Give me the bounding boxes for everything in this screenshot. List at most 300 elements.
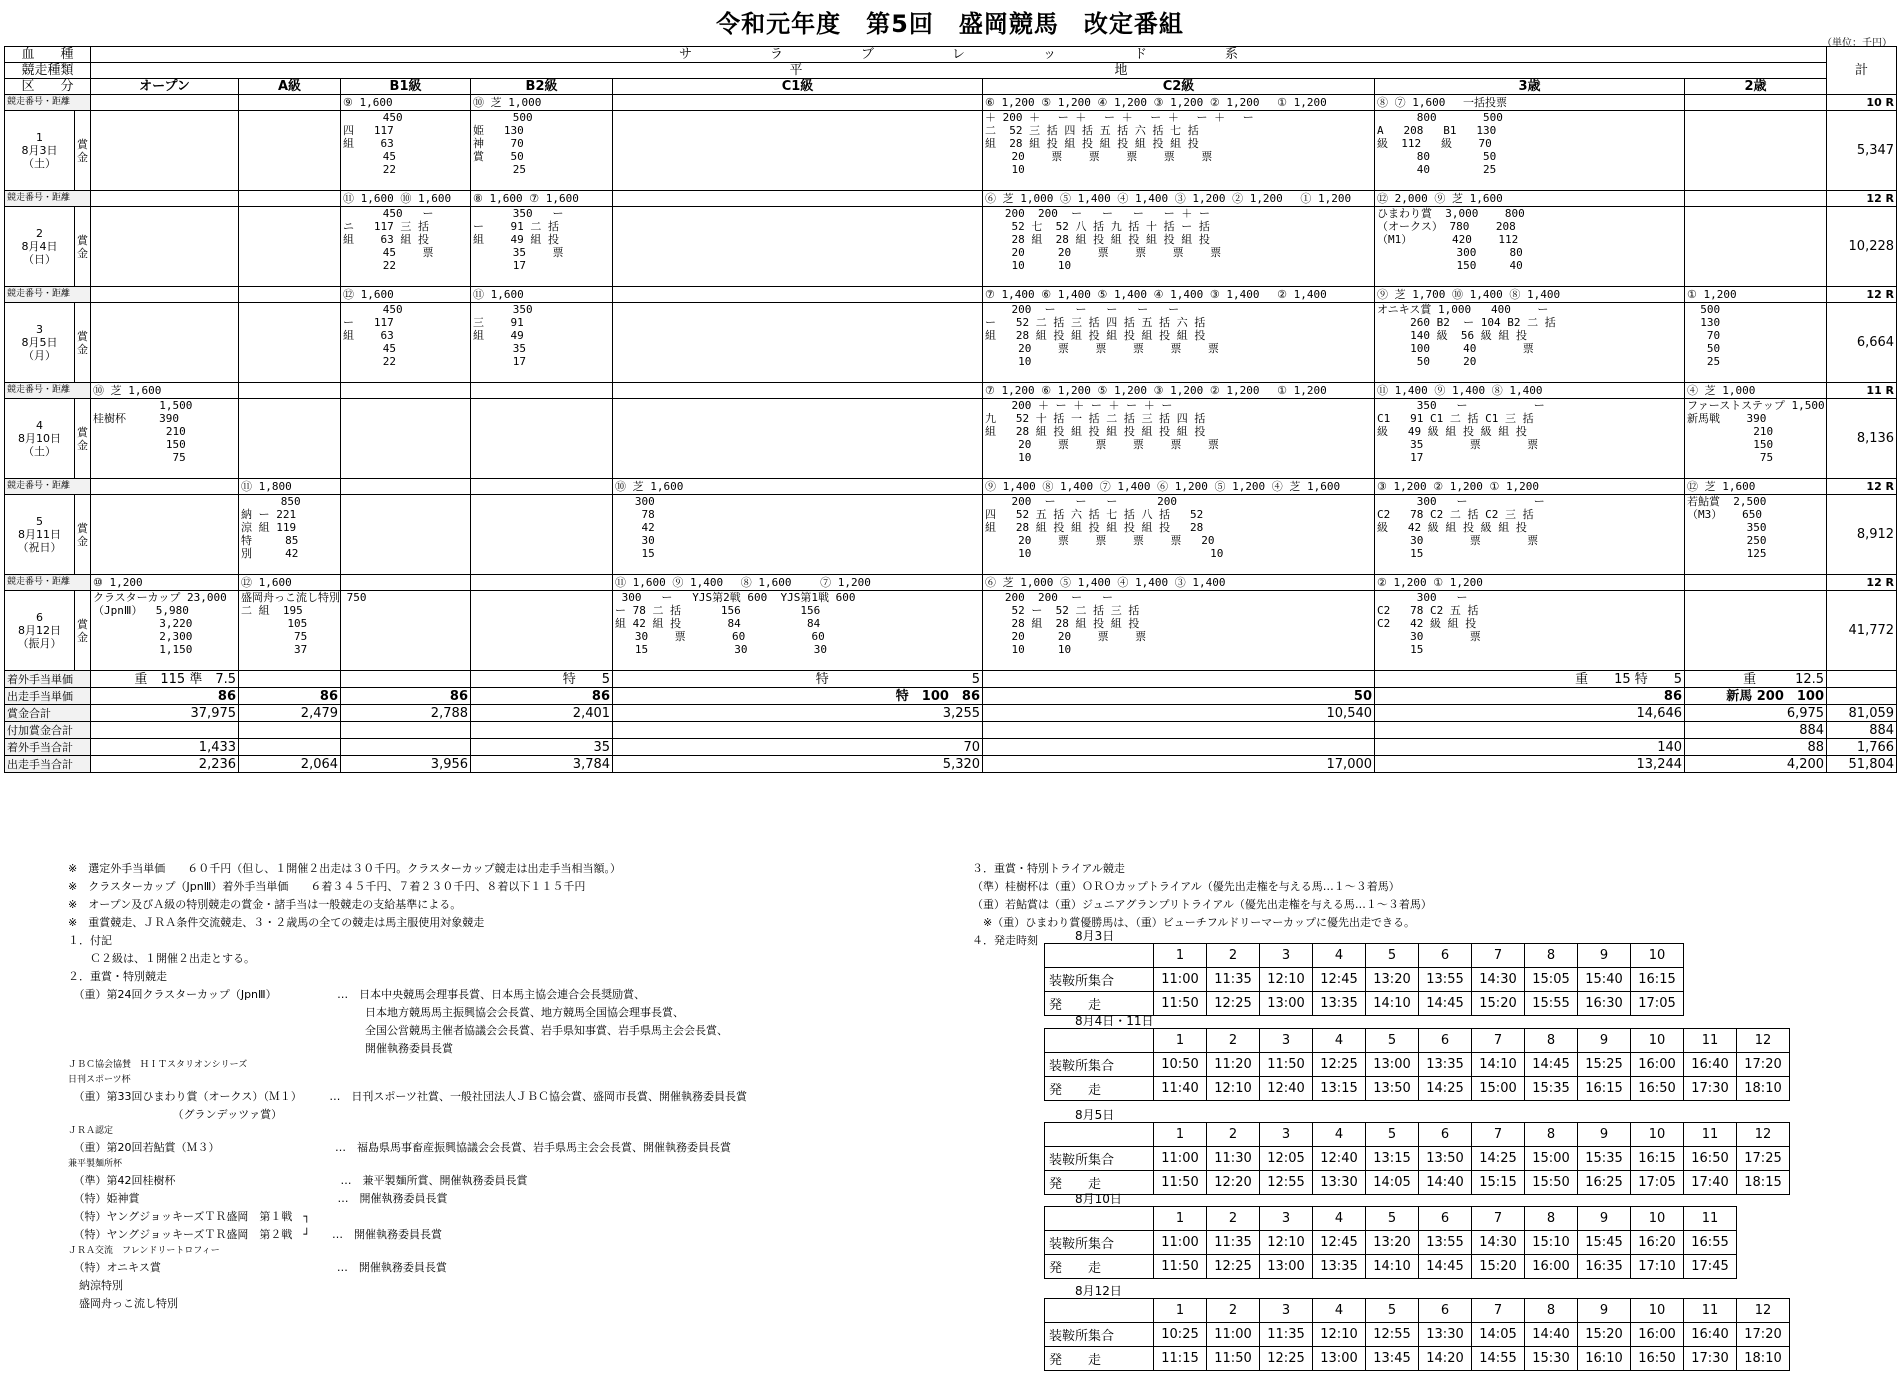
prize-block: 450 ー 117 組 63 45 22 [341, 303, 471, 383]
race-distance: ⑩ 芝 1,600 [613, 479, 983, 495]
gather-time: 16:55 [1684, 1231, 1737, 1255]
totals-grand: 1,766 [1827, 739, 1897, 756]
race-number: 4 [1313, 1123, 1366, 1147]
prize-label-a: 賞 [77, 233, 88, 247]
prize-label-a: 賞 [77, 617, 88, 631]
prize-label [75, 111, 91, 191]
race-distance [239, 191, 341, 207]
race-distance: ⑨ 1,600 [341, 95, 471, 111]
gather-time: 12:45 [1313, 968, 1366, 992]
race-number: 12 [1737, 1299, 1790, 1323]
note-line: ※ クラスターカップ（JpnⅢ）着外手当単価 ６着３４５千円、７着２３０千円、８着以下１１５千円 [68, 880, 586, 893]
prize-label [75, 303, 91, 383]
start-time: 16:35 [1578, 1255, 1631, 1279]
race-number: 1 [1154, 1299, 1207, 1323]
totals-cell [1375, 722, 1685, 739]
race-number: 5 [1366, 1029, 1419, 1053]
prize-block: クラスターカップ 23,000 （JpnⅢ） 5,980 3,220 2,300 1,150 [91, 591, 239, 671]
start-label: 発 走 [1045, 1255, 1154, 1279]
prize-label-a: 賞 [77, 521, 88, 535]
race-number: 1 [1154, 944, 1207, 968]
gather-time: 13:55 [1419, 1231, 1472, 1255]
prize-block [239, 303, 341, 383]
race-date: 1 8月3日 （土） [5, 111, 75, 191]
post-time-table [1044, 1298, 1790, 1371]
race-number: 6 [1419, 944, 1472, 968]
totals-grand: 884 [1827, 722, 1897, 739]
race-distance [239, 383, 341, 399]
notes-left [68, 860, 968, 1313]
race-number: 10 [1631, 1123, 1684, 1147]
gather-time: 17:25 [1737, 1147, 1790, 1171]
race-distance: ⑪ 1,600 [471, 287, 613, 303]
post-time-title: 8月3日 [1075, 929, 1115, 943]
gather-time: 11:30 [1207, 1147, 1260, 1171]
race-distance: ⑨ 1,400 ⑧ 1,400 ⑦ 1,400 ⑥ 1,200 ⑤ 1,200 ④ 芝 1,600 [983, 479, 1375, 495]
class-header: 2歳 [1685, 79, 1827, 95]
race-number: 8 [1525, 1299, 1578, 1323]
race-number: 9 [1578, 1123, 1631, 1147]
start-time: 14:20 [1419, 1347, 1472, 1371]
race-number: 7 [1472, 944, 1525, 968]
totals-cell [983, 722, 1375, 739]
race-distance: ⑫ 2,000 ⑨ 芝 1,600 [1375, 191, 1685, 207]
start-time: 17:05 [1631, 1171, 1684, 1195]
race-date: 6 8月12日 （振月） [5, 591, 75, 671]
start-time: 15:15 [1472, 1171, 1525, 1195]
start-time: 12:25 [1207, 1255, 1260, 1279]
prize-block [1685, 591, 1827, 671]
post-time-table [1044, 943, 1684, 1016]
totals-cell: 50 [983, 688, 1375, 705]
gather-time: 16:00 [1631, 1053, 1684, 1077]
race-number: 3 [1260, 944, 1313, 968]
prize-block [471, 495, 613, 575]
note-line: ＪＢＣ協会協賛 ＨＩＴスタリオンシリーズ [68, 1060, 248, 1070]
gather-time: 15:05 [1525, 968, 1578, 992]
race-count: 10 R [1827, 95, 1897, 111]
start-time: 11:50 [1207, 1347, 1260, 1371]
start-time: 13:35 [1313, 992, 1366, 1016]
post-corner [1045, 1299, 1154, 1323]
race-number: 1 [1154, 1207, 1207, 1231]
race-date: 3 8月5日 （月） [5, 303, 75, 383]
race-number: 10 [1631, 1029, 1684, 1053]
race-distance [613, 95, 983, 111]
race-number: 5 [1366, 944, 1419, 968]
gather-time: 11:00 [1154, 968, 1207, 992]
totals-cell: 3,255 [613, 705, 983, 722]
race-number: 4 [1313, 1029, 1366, 1053]
race-number: 7 [1472, 1299, 1525, 1323]
prize-block: ファーストステップ 1,500 新馬戦 390 210 150 75 [1685, 399, 1827, 479]
race-number: 1 [1154, 1029, 1207, 1053]
totals-cell: 86 [471, 688, 613, 705]
gather-time: 11:00 [1154, 1147, 1207, 1171]
totals-cell: 2,788 [341, 705, 471, 722]
class-header: B2級 [471, 79, 613, 95]
gather-time: 10:25 [1154, 1323, 1207, 1347]
prize-block: 300 78 42 30 15 [613, 495, 983, 575]
totals-cell [983, 671, 1375, 688]
prize-label-a: 賞 [77, 137, 88, 151]
class-header: オープン [91, 79, 239, 95]
note-line: Ｃ２級は、１開催２出走とする。 [68, 952, 255, 965]
race-number: 10 [1631, 1299, 1684, 1323]
race-number: 9 [1578, 1029, 1631, 1053]
start-time: 16:00 [1525, 1255, 1578, 1279]
race-distance: ⑦ 1,400 ⑥ 1,400 ⑤ 1,400 ④ 1,400 ③ 1,400 ② 1,400 [983, 287, 1375, 303]
gather-time: 14:30 [1472, 968, 1525, 992]
gather-time: 16:15 [1631, 968, 1684, 992]
totals-cell [341, 671, 471, 688]
note-line: 全国公営競馬主催者協議会会長賞、岩手県知事賞、岩手県馬主会会長賞、 [68, 1024, 728, 1037]
gather-time: 12:45 [1313, 1231, 1366, 1255]
totals-cell: 86 [1375, 688, 1685, 705]
start-time: 13:00 [1260, 992, 1313, 1016]
race-distance: ③ 1,200 ② 1,200 ① 1,200 [1375, 479, 1685, 495]
start-time: 18:10 [1737, 1077, 1790, 1101]
start-time: 11:40 [1154, 1077, 1207, 1101]
start-time: 18:10 [1737, 1347, 1790, 1371]
prize-block [471, 399, 613, 479]
program-table [4, 46, 1897, 773]
prize-block [91, 303, 239, 383]
gather-time: 13:35 [1419, 1053, 1472, 1077]
start-time: 12:20 [1207, 1171, 1260, 1195]
race-number: 3 [1260, 1299, 1313, 1323]
totals-cell [471, 722, 613, 739]
race-distance [1685, 575, 1827, 591]
note-line: （重）第20回若鮎賞（Ｍ３） … 福島県馬事畜産振興協議会会長賞、岩手県馬主会会長賞、開催執務委員長賞 [68, 1141, 731, 1154]
race-distance [1685, 191, 1827, 207]
start-time: 14:55 [1472, 1347, 1525, 1371]
race-distance: ⑥ 1,200 ⑤ 1,200 ④ 1,200 ③ 1,200 ② 1,200 ① 1,200 [983, 95, 1375, 111]
race-distance: ① 1,200 [1685, 287, 1827, 303]
race-label: 競走番号・距離 [5, 383, 91, 399]
prize-block: 500 姫 130 神 70 賞 50 25 [471, 111, 613, 191]
totals-cell: 70 [613, 739, 983, 756]
note-line: 日本地方競馬馬主振興協会会長賞、地方競馬全国協会理事長賞、 [68, 1006, 684, 1019]
start-time: 16:30 [1578, 992, 1631, 1016]
gather-time: 15:10 [1525, 1231, 1578, 1255]
race-number: 11 [1684, 1207, 1737, 1231]
prize-label-b: 金 [77, 342, 88, 356]
totals-cell: 2,479 [239, 705, 341, 722]
totals-cell: 2,064 [239, 756, 341, 773]
race-number: 6 [1419, 1029, 1472, 1053]
start-time: 13:30 [1313, 1171, 1366, 1195]
totals-cell [239, 671, 341, 688]
start-time: 15:00 [1472, 1077, 1525, 1101]
race-number: 4 [1313, 1207, 1366, 1231]
race-number: 6 [1419, 1123, 1472, 1147]
gather-time: 11:35 [1207, 968, 1260, 992]
prize-block: 450 ー ニ 117 三 括 組 63 組 投 45 票 22 [341, 207, 471, 287]
start-time: 11:50 [1154, 992, 1207, 1016]
note-line: （特）ヤングジョッキーズＴＲ盛岡 第２戦 ┘ … 開催執務委員長賞 [68, 1228, 443, 1241]
gather-time: 13:20 [1366, 968, 1419, 992]
note-line: 開催執務委員長賞 [68, 1042, 453, 1055]
prize-block [613, 303, 983, 383]
race-number: 3 [1260, 1207, 1313, 1231]
start-time: 12:55 [1260, 1171, 1313, 1195]
start-time: 16:10 [1578, 1347, 1631, 1371]
race-label: 競走番号・距離 [5, 575, 91, 591]
race-distance [91, 95, 239, 111]
prize-block [91, 495, 239, 575]
gather-time: 17:20 [1737, 1323, 1790, 1347]
gather-time: 12:25 [1313, 1053, 1366, 1077]
note-line: ※（重）ひまわり賞優勝馬は、（重）ビューチフルドリーマーカップに優先出走できる。 [972, 916, 1415, 929]
prize-block: オニキス賞 1,000 400 ー 260 B2 ー 104 B2 二 括 140 級 56 級 組 投 100 40 票 50 20 [1375, 303, 1685, 383]
prize-label-a: 賞 [77, 425, 88, 439]
race-number: 7 [1472, 1029, 1525, 1053]
race-distance [471, 575, 613, 591]
gather-time: 14:30 [1472, 1231, 1525, 1255]
race-distance: ⑩ 1,200 [91, 575, 239, 591]
gather-time: 16:00 [1631, 1323, 1684, 1347]
totals-cell: 3,956 [341, 756, 471, 773]
race-distance: ⑪ 1,800 [239, 479, 341, 495]
totals-cell: 37,975 [91, 705, 239, 722]
totals-cell: 884 [1685, 722, 1827, 739]
totals-cell: 3,784 [471, 756, 613, 773]
race-distance [341, 479, 471, 495]
gather-time: 11:00 [1207, 1323, 1260, 1347]
race-number: 8 [1525, 1207, 1578, 1231]
race-distance: ⑥ 芝 1,000 ⑤ 1,400 ④ 1,400 ③ 1,200 ② 1,200 ① 1,200 [983, 191, 1375, 207]
totals-label: 出走手当合計 [5, 756, 91, 773]
start-time: 11:50 [1154, 1255, 1207, 1279]
start-time: 14:25 [1419, 1077, 1472, 1101]
race-number: 2 [1207, 944, 1260, 968]
totals-cell: 86 [239, 688, 341, 705]
note-line: （準）桂樹杯は（重）ＯＲＯカップトライアル（優先出走権を与える馬…１～３着馬） [972, 880, 1400, 893]
post-time-title: 8月10日 [1075, 1192, 1122, 1206]
start-time: 15:55 [1525, 992, 1578, 1016]
prize-block: 200 200 ー ー ー ー ＋ ー 52 七 52 八 括 九 括 十 括 ー 括 28 組 28 組 投 組 投 組 投 組 投 20 20 票 票 票 票 10 10 [983, 207, 1375, 287]
start-time: 17:10 [1631, 1255, 1684, 1279]
race-count: 12 R [1827, 287, 1897, 303]
race-number: 4 [1313, 1299, 1366, 1323]
totals-label: 付加賞金合計 [5, 722, 91, 739]
race-number: 11 [1684, 1299, 1737, 1323]
post-time-table [1044, 1206, 1737, 1279]
prize-block: 若鮎賞 2,500 （M3） 650 350 250 125 [1685, 495, 1827, 575]
prize-block [1685, 207, 1827, 287]
totals-cell: 13,244 [1375, 756, 1685, 773]
prize-block [239, 399, 341, 479]
race-number: 9 [1578, 1299, 1631, 1323]
prize-block [613, 111, 983, 191]
prize-block: 200 ＋ ー ＋ ー ＋ ー ＋ ー 九 52 十 括 一 括 二 括 三 括 四 括 組 28 組 投 組 投 組 投 組 投 組 投 20 票 票 票 票 票 10 [983, 399, 1375, 479]
day-total: 10,228 [1827, 207, 1897, 287]
prize-label [75, 495, 91, 575]
prize-block: 800 500 A 208 B1 130 級 112 級 70 80 50 40 25 [1375, 111, 1685, 191]
prize-block: 350 三 91 組 49 35 17 [471, 303, 613, 383]
totals-cell: 特 5 [471, 671, 613, 688]
race-distance [91, 191, 239, 207]
race-number: 2 [1207, 1207, 1260, 1231]
start-time: 11:15 [1154, 1347, 1207, 1371]
gather-time: 14:05 [1472, 1323, 1525, 1347]
note-line: （重）若鮎賞は（重）ジュニアグランプリトライアル（優先出走権を与える馬…１～３着馬） [972, 898, 1432, 911]
prize-block: 盛岡舟っこ流し特別 750 二 組 195 105 75 37 [239, 591, 341, 671]
race-distance [341, 575, 471, 591]
start-time: 17:45 [1684, 1255, 1737, 1279]
race-number: 8 [1525, 944, 1578, 968]
race-distance: ⑪ 1,600 ⑨ 1,400 ⑧ 1,600 ⑦ 1,200 [613, 575, 983, 591]
race-number: 5 [1366, 1207, 1419, 1231]
race-distance [239, 95, 341, 111]
note-line: ※ 重賞競走、ＪＲＡ条件交流競走、３・２歳馬の全ての競走は馬主服使用対象競走 [68, 916, 485, 929]
note-line: ３．重賞・特別トライアル競走 [972, 862, 1125, 875]
prize-block [341, 399, 471, 479]
note-line: 兼平製麺所杯 [68, 1159, 123, 1169]
class-header: C1級 [613, 79, 983, 95]
gather-time: 11:35 [1207, 1231, 1260, 1255]
gather-time: 12:10 [1260, 1231, 1313, 1255]
race-count: 12 R [1827, 575, 1897, 591]
race-number: 8 [1525, 1123, 1578, 1147]
start-time: 15:20 [1472, 992, 1525, 1016]
prize-block: ＋ 200 ＋ ー ＋ ー ＋ ー ＋ ー ＋ ー 二 52 三 括 四 括 五 括 六 括 七 括 組 28 組 投 組 投 組 投 組 投 組 投 20 票 票 票 票 票 10 [983, 111, 1375, 191]
race-label: 競走番号・距離 [5, 191, 91, 207]
race-number: 6 [1419, 1299, 1472, 1323]
race-number: 2 [1207, 1299, 1260, 1323]
totals-label: 着外手当合計 [5, 739, 91, 756]
prize-block: 200 200 ー ー 52 ー 52 二 括 三 括 28 組 28 組 投 組 投 20 20 票 票 10 10 [983, 591, 1375, 671]
prize-block: 850 納 ー 221 涼 組 119 特 85 別 42 [239, 495, 341, 575]
start-time: 12:25 [1260, 1347, 1313, 1371]
race-number: 5 [1366, 1299, 1419, 1323]
race-distance [613, 383, 983, 399]
race-distance [91, 479, 239, 495]
race-number: 3 [1260, 1029, 1313, 1053]
gather-time: 11:35 [1260, 1323, 1313, 1347]
race-distance [341, 383, 471, 399]
prize-block: 350 ー ー 91 二 括 組 49 組 投 35 票 17 [471, 207, 613, 287]
note-line: １．付記 [68, 934, 112, 947]
gather-label: 装鞍所集合 [1045, 1147, 1154, 1171]
gather-time: 14:10 [1472, 1053, 1525, 1077]
race-distance: ⑫ 1,600 [239, 575, 341, 591]
race-number: 7 [1472, 1123, 1525, 1147]
prize-block: 200 ー ー ー ー ー ー 52 二 括 三 括 四 括 五 括 六 括 組 28 組 投 組 投 組 投 組 投 組 投 20 票 票 票 票 票 10 [983, 303, 1375, 383]
race-number: 8 [1525, 1029, 1578, 1053]
totals-cell: 特 100 86 [613, 688, 983, 705]
class-label: 区 分 [5, 79, 91, 95]
race-distance [1685, 95, 1827, 111]
race-distance: ⑫ 1,600 [341, 287, 471, 303]
race-number: 12 [1737, 1029, 1790, 1053]
prize-label-b: 金 [77, 630, 88, 644]
gather-time: 12:40 [1313, 1147, 1366, 1171]
race-count: 12 R [1827, 191, 1897, 207]
gather-time: 16:50 [1684, 1147, 1737, 1171]
race-distance: ⑩ 芝 1,600 [91, 383, 239, 399]
gather-time: 11:00 [1154, 1231, 1207, 1255]
post-time-table [1044, 1028, 1790, 1101]
note-line: ４．発走時刻 [972, 934, 1038, 947]
race-distance [471, 479, 613, 495]
type-label: 競走種類 [5, 63, 91, 79]
race-number: 3 [1260, 1123, 1313, 1147]
race-number: 11 [1684, 1029, 1737, 1053]
totals-cell: 86 [91, 688, 239, 705]
totals-cell: 35 [471, 739, 613, 756]
prize-block: 300 ー ー C2 78 C2 二 括 C2 三 括 級 42 級 組 投 級 組 投 30 票 票 15 [1375, 495, 1685, 575]
race-label: 競走番号・距離 [5, 95, 91, 111]
note-line: ＪＲＡ交流 フレンドリートロフィー [68, 1246, 220, 1256]
totals-label: 着外手当単価 [5, 671, 91, 688]
class-header: B1級 [341, 79, 471, 95]
totals-label: 出走手当単価 [5, 688, 91, 705]
page-title: 令和元年度 第5回 盛岡競馬 改定番組 [716, 10, 1184, 38]
note-line: ※ オープン及びＡ級の特別競走の賞金・諸手当は一般競走の支給基準による。 [68, 898, 462, 911]
start-time: 12:10 [1207, 1077, 1260, 1101]
day-total: 5,347 [1827, 111, 1897, 191]
prize-block: 300 ー C2 78 C2 五 括 C2 42 級 組 投 30 票 15 [1375, 591, 1685, 671]
prize-label-b: 金 [77, 534, 88, 548]
gather-time: 14:45 [1525, 1053, 1578, 1077]
gather-time: 13:50 [1419, 1147, 1472, 1171]
race-distance: ⑧ ⑦ 1,600 一括投票 [1375, 95, 1685, 111]
start-time: 15:35 [1525, 1077, 1578, 1101]
race-number: 12 [1737, 1123, 1790, 1147]
prize-block [613, 399, 983, 479]
start-time: 14:10 [1366, 1255, 1419, 1279]
totals-cell [91, 722, 239, 739]
unit-note: （単位：千円） [1822, 38, 1892, 49]
gather-time: 13:55 [1419, 968, 1472, 992]
start-time: 14:45 [1419, 992, 1472, 1016]
note-line: ※ 選定外手当単価 ６０千円（但し、１開催２出走は３０千円。クラスターカップ競走は出走手当相当額。） [68, 862, 622, 875]
totals-cell: 特 5 [613, 671, 983, 688]
day-total: 41,772 [1827, 591, 1897, 671]
prize-block: 350 ー ー C1 91 C1 二 括 C1 三 括 級 49 級 組 投 級 組 投 35 票 票 17 [1375, 399, 1685, 479]
race-number: 2 [1207, 1123, 1260, 1147]
gather-label: 装鞍所集合 [1045, 1053, 1154, 1077]
prize-block: 200 ー ー ー 200 四 52 五 括 六 括 七 括 八 括 52 組 28 組 投 組 投 組 投 組 投 28 20 票 票 票 票 20 10 10 [983, 495, 1375, 575]
note-line: 盛岡舟っこ流し特別 [68, 1297, 178, 1310]
prize-block: ひまわり賞 3,000 800 （オークス） 780 208 （M1） 420 112 300 80 150 40 [1375, 207, 1685, 287]
gather-time: 11:20 [1207, 1053, 1260, 1077]
post-corner [1045, 944, 1154, 968]
race-number: 7 [1472, 1207, 1525, 1231]
totals-cell [613, 722, 983, 739]
totals-cell: 新馬 200 100 [1685, 688, 1827, 705]
race-number: 1 [1154, 1123, 1207, 1147]
race-number: 11 [1684, 1123, 1737, 1147]
race-date: 5 8月11日 （祝日） [5, 495, 75, 575]
start-label: 発 走 [1045, 1171, 1154, 1195]
race-distance: ⑦ 1,200 ⑥ 1,200 ⑤ 1,200 ③ 1,200 ② 1,200 ① 1,200 [983, 383, 1375, 399]
totals-cell: 14,646 [1375, 705, 1685, 722]
totals-cell [239, 722, 341, 739]
start-time: 14:05 [1366, 1171, 1419, 1195]
totals-grand: 81,059 [1827, 705, 1897, 722]
start-time: 13:00 [1260, 1255, 1313, 1279]
class-header: A級 [239, 79, 341, 95]
start-time: 12:40 [1260, 1077, 1313, 1101]
race-distance: ⑪ 1,400 ⑨ 1,400 ⑧ 1,400 [1375, 383, 1685, 399]
gather-time: 15:35 [1578, 1147, 1631, 1171]
prize-label-b: 金 [77, 150, 88, 164]
race-label: 競走番号・距離 [5, 479, 91, 495]
prize-block [91, 111, 239, 191]
